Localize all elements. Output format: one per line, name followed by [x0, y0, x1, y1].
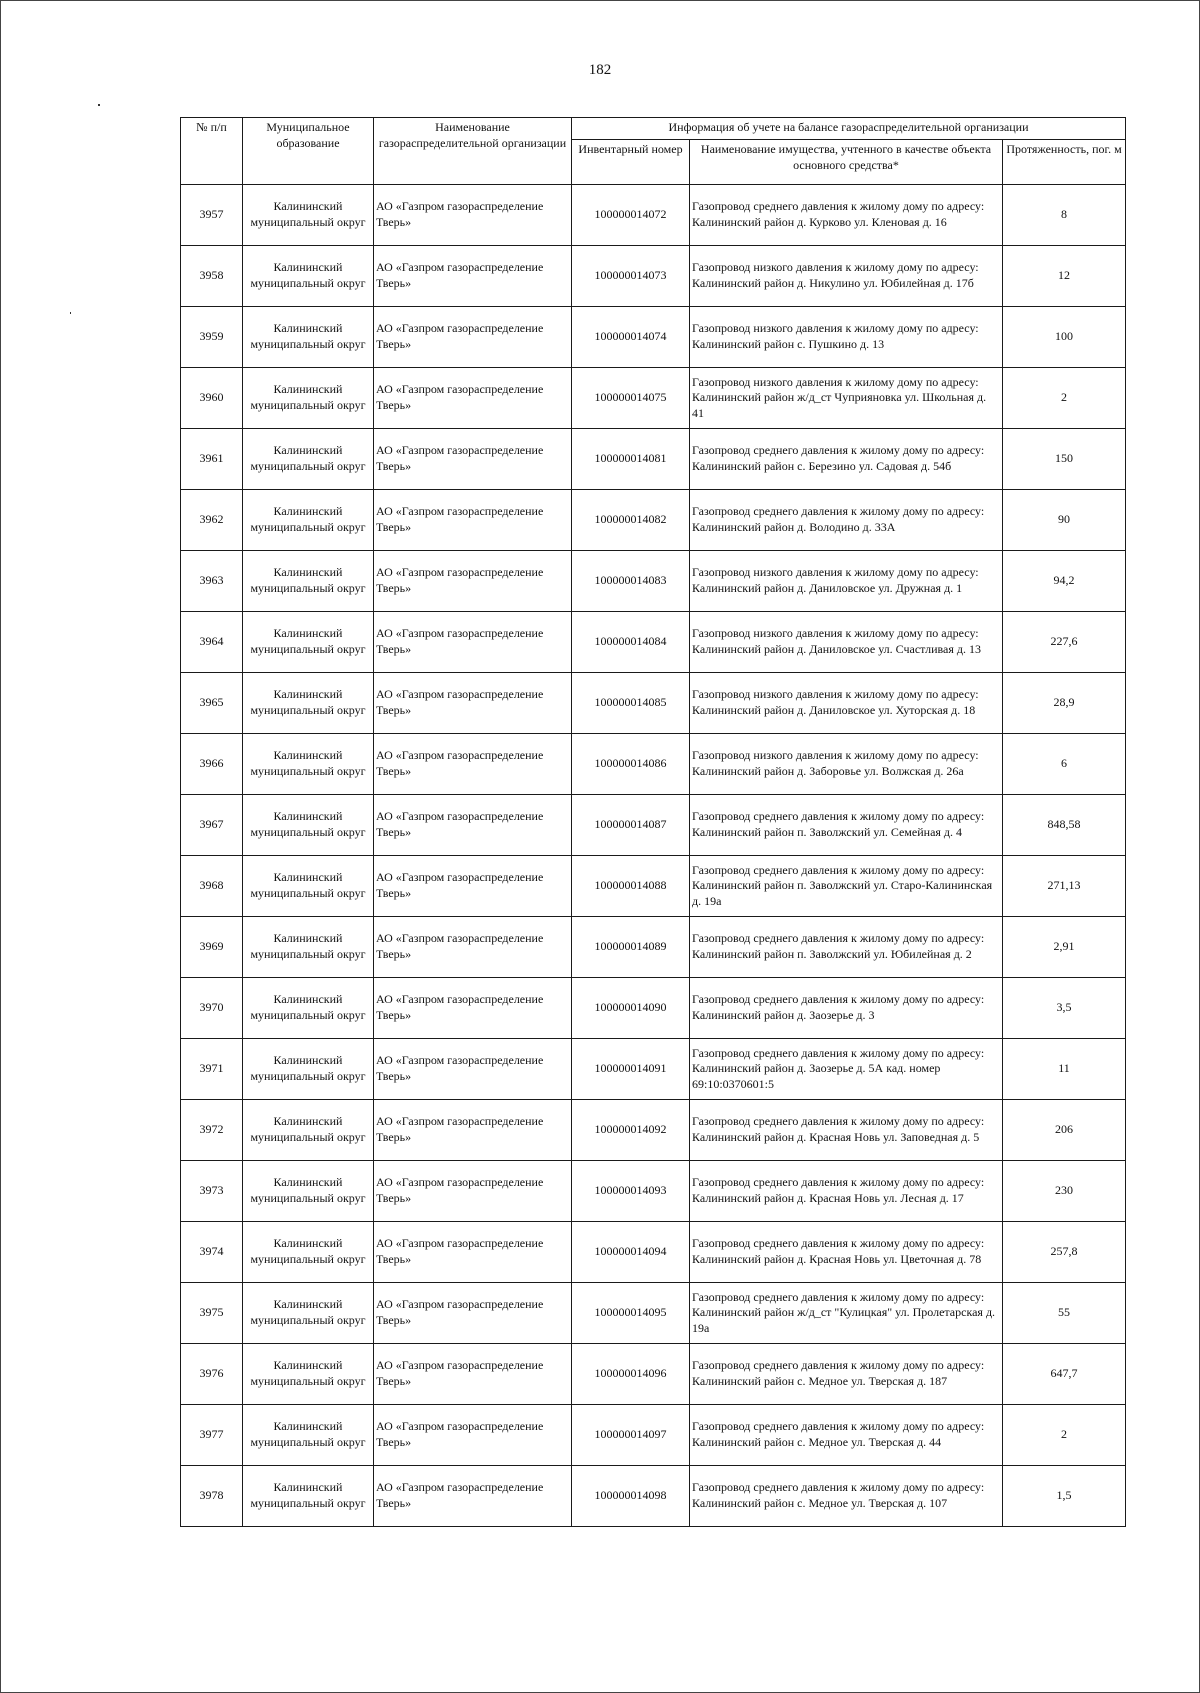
row-number: 3962 — [181, 490, 243, 551]
property-name-cell: Газопровод среднего давления к жилому дому по адресу: Калининский район п. Заволжский ул. Старо-Калининская д. 19а — [690, 856, 1003, 917]
property-name-cell: Газопровод среднего давления к жилому дому по адресу: Калининский район д. Заозерье д. 3 — [690, 978, 1003, 1039]
property-name-cell: Газопровод среднего давления к жилому дому по адресу: Калининский район с. Медное ул. Тверская д. 187 — [690, 1344, 1003, 1405]
table-row — [181, 1039, 1126, 1100]
table-row — [181, 856, 1126, 917]
organization-cell: АО «Газпром газораспределение Тверь» — [374, 551, 572, 612]
header-municipality: Муниципальное образование — [243, 118, 374, 185]
table-row — [181, 1100, 1126, 1161]
table-row — [181, 1344, 1126, 1405]
inventory-number-cell: 100000014082 — [572, 490, 690, 551]
length-cell: 2,91 — [1003, 917, 1126, 978]
organization-cell: АО «Газпром газораспределение Тверь» — [374, 1100, 572, 1161]
row-number: 3968 — [181, 856, 243, 917]
organization-cell: АО «Газпром газораспределение Тверь» — [374, 917, 572, 978]
organization-cell: АО «Газпром газораспределение Тверь» — [374, 368, 572, 429]
inventory-number-cell: 100000014098 — [572, 1466, 690, 1527]
organization-cell: АО «Газпром газораспределение Тверь» — [374, 1405, 572, 1466]
property-name-cell: Газопровод среднего давления к жилому дому по адресу: Калининский район с. Березино ул. Садовая д. 54б — [690, 429, 1003, 490]
length-cell: 28,9 — [1003, 673, 1126, 734]
inventory-number-cell: 100000014088 — [572, 856, 690, 917]
organization-cell: АО «Газпром газораспределение Тверь» — [374, 1161, 572, 1222]
table-body — [181, 185, 1126, 1527]
length-cell: 647,7 — [1003, 1344, 1126, 1405]
inventory-number-cell: 100000014093 — [572, 1161, 690, 1222]
property-name-cell: Газопровод низкого давления к жилому дому по адресу: Калининский район д. Даниловское ул. Хуторская д. 18 — [690, 673, 1003, 734]
inventory-number-cell: 100000014090 — [572, 978, 690, 1039]
municipality-cell: Калининский муниципальный округ — [243, 185, 374, 246]
length-cell: 90 — [1003, 490, 1126, 551]
row-number: 3972 — [181, 1100, 243, 1161]
length-cell: 100 — [1003, 307, 1126, 368]
property-name-cell: Газопровод низкого давления к жилому дому по адресу: Калининский район д. Заборовье ул. Волжская д. 26а — [690, 734, 1003, 795]
table-row — [181, 246, 1126, 307]
organization-cell: АО «Газпром газораспределение Тверь» — [374, 978, 572, 1039]
length-cell: 848,58 — [1003, 795, 1126, 856]
row-number: 3973 — [181, 1161, 243, 1222]
property-name-cell: Газопровод среднего давления к жилому дому по адресу: Калининский район п. Заволжский ул. Семейная д. 4 — [690, 795, 1003, 856]
table-row — [181, 673, 1126, 734]
property-name-cell: Газопровод среднего давления к жилому дому по адресу: Калининский район д. Курково ул. Кленовая д. 16 — [690, 185, 1003, 246]
municipality-cell: Калининский муниципальный округ — [243, 551, 374, 612]
header-property-name: Наименование имущества, учтенного в качестве объекта основного средства* — [690, 140, 1003, 185]
property-name-cell: Газопровод среднего давления к жилому дому по адресу: Калининский район с. Медное ул. Тверская д. 107 — [690, 1466, 1003, 1527]
registry-table — [180, 117, 1126, 1527]
organization-cell: АО «Газпром газораспределение Тверь» — [374, 734, 572, 795]
property-name-cell: Газопровод среднего давления к жилому дому по адресу: Калининский район д. Заозерье д. 5А кад. номер 69:10:0370601:5 — [690, 1039, 1003, 1100]
property-name-cell: Газопровод среднего давления к жилому дому по адресу: Калининский район д. Красная Новь ул. Заповедная д. 5 — [690, 1100, 1003, 1161]
length-cell: 1,5 — [1003, 1466, 1126, 1527]
municipality-cell: Калининский муниципальный округ — [243, 1344, 374, 1405]
property-name-cell: Газопровод среднего давления к жилому дому по адресу: Калининский район д. Красная Новь ул. Цветочная д. 78 — [690, 1222, 1003, 1283]
row-number: 3957 — [181, 185, 243, 246]
length-cell: 3,5 — [1003, 978, 1126, 1039]
row-number: 3967 — [181, 795, 243, 856]
inventory-number-cell: 100000014075 — [572, 368, 690, 429]
row-number: 3958 — [181, 246, 243, 307]
table-row — [181, 1466, 1126, 1527]
header-num: № п/п — [181, 118, 243, 185]
organization-cell: АО «Газпром газораспределение Тверь» — [374, 856, 572, 917]
property-name-cell: Газопровод среднего давления к жилому дому по адресу: Калининский район с. Медное ул. Тверская д. 44 — [690, 1405, 1003, 1466]
row-number: 3963 — [181, 551, 243, 612]
table-row — [181, 368, 1126, 429]
municipality-cell: Калининский муниципальный округ — [243, 1100, 374, 1161]
header-length: Протяженность, пог. м — [1003, 140, 1126, 185]
length-cell: 6 — [1003, 734, 1126, 795]
property-name-cell: Газопровод низкого давления к жилому дому по адресу: Калининский район с. Пушкино д. 13 — [690, 307, 1003, 368]
length-cell: 271,13 — [1003, 856, 1126, 917]
inventory-number-cell: 100000014092 — [572, 1100, 690, 1161]
municipality-cell: Калининский муниципальный округ — [243, 368, 374, 429]
row-number: 3961 — [181, 429, 243, 490]
header-balance-info: Информация об учете на балансе газораспределительной организации — [572, 118, 1126, 140]
row-number: 3964 — [181, 612, 243, 673]
municipality-cell: Калининский муниципальный округ — [243, 734, 374, 795]
header-organization: Наименование газораспределительной организации — [374, 118, 572, 185]
table-row — [181, 1405, 1126, 1466]
property-name-cell: Газопровод низкого давления к жилому дому по адресу: Калининский район д. Никулино ул. Юбилейная д. 17б — [690, 246, 1003, 307]
organization-cell: АО «Газпром газораспределение Тверь» — [374, 490, 572, 551]
row-number: 3970 — [181, 978, 243, 1039]
scan-speck — [98, 104, 100, 106]
property-name-cell: Газопровод среднего давления к жилому дому по адресу: Калининский район п. Заволжский ул. Юбилейная д. 2 — [690, 917, 1003, 978]
table-header — [181, 118, 1126, 185]
length-cell: 12 — [1003, 246, 1126, 307]
organization-cell: АО «Газпром газораспределение Тверь» — [374, 1466, 572, 1527]
inventory-number-cell: 100000014091 — [572, 1039, 690, 1100]
table-row — [181, 1222, 1126, 1283]
municipality-cell: Калининский муниципальный округ — [243, 612, 374, 673]
page-number: 182 — [588, 62, 612, 78]
scan-speck — [70, 312, 71, 314]
inventory-number-cell: 100000014086 — [572, 734, 690, 795]
organization-cell: АО «Газпром газораспределение Тверь» — [374, 1283, 572, 1344]
municipality-cell: Калининский муниципальный округ — [243, 1039, 374, 1100]
municipality-cell: Калининский муниципальный округ — [243, 1466, 374, 1527]
organization-cell: АО «Газпром газораспределение Тверь» — [374, 307, 572, 368]
table-row — [181, 1161, 1126, 1222]
inventory-number-cell: 100000014081 — [572, 429, 690, 490]
table-row — [181, 612, 1126, 673]
table-row — [181, 795, 1126, 856]
organization-cell: АО «Газпром газораспределение Тверь» — [374, 1344, 572, 1405]
length-cell: 2 — [1003, 368, 1126, 429]
organization-cell: АО «Газпром газораспределение Тверь» — [374, 246, 572, 307]
row-number: 3978 — [181, 1466, 243, 1527]
table-row — [181, 917, 1126, 978]
municipality-cell: Калининский муниципальный округ — [243, 673, 374, 734]
length-cell: 8 — [1003, 185, 1126, 246]
municipality-cell: Калининский муниципальный округ — [243, 1283, 374, 1344]
table-row — [181, 307, 1126, 368]
length-cell: 55 — [1003, 1283, 1126, 1344]
length-cell: 227,6 — [1003, 612, 1126, 673]
row-number: 3966 — [181, 734, 243, 795]
row-number: 3974 — [181, 1222, 243, 1283]
row-number: 3976 — [181, 1344, 243, 1405]
municipality-cell: Калининский муниципальный округ — [243, 246, 374, 307]
row-number: 3977 — [181, 1405, 243, 1466]
inventory-number-cell: 100000014089 — [572, 917, 690, 978]
table-row — [181, 1283, 1126, 1344]
length-cell: 94,2 — [1003, 551, 1126, 612]
table-row — [181, 978, 1126, 1039]
row-number: 3971 — [181, 1039, 243, 1100]
table-row — [181, 185, 1126, 246]
inventory-number-cell: 100000014074 — [572, 307, 690, 368]
length-cell: 150 — [1003, 429, 1126, 490]
table-row — [181, 429, 1126, 490]
municipality-cell: Калининский муниципальный округ — [243, 1222, 374, 1283]
header-inventory: Инвентарный номер — [572, 140, 690, 185]
municipality-cell: Калининский муниципальный округ — [243, 307, 374, 368]
inventory-number-cell: 100000014095 — [572, 1283, 690, 1344]
municipality-cell: Калининский муниципальный округ — [243, 1405, 374, 1466]
municipality-cell: Калининский муниципальный округ — [243, 429, 374, 490]
municipality-cell: Калининский муниципальный округ — [243, 490, 374, 551]
inventory-number-cell: 100000014072 — [572, 185, 690, 246]
organization-cell: АО «Газпром газораспределение Тверь» — [374, 185, 572, 246]
organization-cell: АО «Газпром газораспределение Тверь» — [374, 673, 572, 734]
table-row — [181, 734, 1126, 795]
row-number: 3965 — [181, 673, 243, 734]
property-name-cell: Газопровод низкого давления к жилому дому по адресу: Калининский район д. Даниловское ул. Дружная д. 1 — [690, 551, 1003, 612]
property-name-cell: Газопровод среднего давления к жилому дому по адресу: Калининский район д. Володино д. 33А — [690, 490, 1003, 551]
inventory-number-cell: 100000014097 — [572, 1405, 690, 1466]
municipality-cell: Калининский муниципальный округ — [243, 978, 374, 1039]
inventory-number-cell: 100000014085 — [572, 673, 690, 734]
organization-cell: АО «Газпром газораспределение Тверь» — [374, 1222, 572, 1283]
length-cell: 11 — [1003, 1039, 1126, 1100]
organization-cell: АО «Газпром газораспределение Тверь» — [374, 795, 572, 856]
property-name-cell: Газопровод низкого давления к жилому дому по адресу: Калининский район д. Даниловское ул. Счастливая д. 13 — [690, 612, 1003, 673]
row-number: 3959 — [181, 307, 243, 368]
inventory-number-cell: 100000014087 — [572, 795, 690, 856]
municipality-cell: Калининский муниципальный округ — [243, 917, 374, 978]
property-name-cell: Газопровод среднего давления к жилому дому по адресу: Калининский район д. Красная Новь ул. Лесная д. 17 — [690, 1161, 1003, 1222]
inventory-number-cell: 100000014073 — [572, 246, 690, 307]
municipality-cell: Калининский муниципальный округ — [243, 856, 374, 917]
property-name-cell: Газопровод низкого давления к жилому дому по адресу: Калининский район ж/д_ст Чуприяновка ул. Школьная д. 41 — [690, 368, 1003, 429]
property-name-cell: Газопровод среднего давления к жилому дому по адресу: Калининский район ж/д_ст "Кулицкая" ул. Пролетарская д. 19а — [690, 1283, 1003, 1344]
row-number: 3975 — [181, 1283, 243, 1344]
length-cell: 2 — [1003, 1405, 1126, 1466]
length-cell: 257,8 — [1003, 1222, 1126, 1283]
table-row — [181, 490, 1126, 551]
municipality-cell: Калининский муниципальный округ — [243, 795, 374, 856]
inventory-number-cell: 100000014083 — [572, 551, 690, 612]
organization-cell: АО «Газпром газораспределение Тверь» — [374, 429, 572, 490]
length-cell: 206 — [1003, 1100, 1126, 1161]
inventory-number-cell: 100000014094 — [572, 1222, 690, 1283]
organization-cell: АО «Газпром газораспределение Тверь» — [374, 1039, 572, 1100]
table-row — [181, 551, 1126, 612]
length-cell: 230 — [1003, 1161, 1126, 1222]
organization-cell: АО «Газпром газораспределение Тверь» — [374, 612, 572, 673]
inventory-number-cell: 100000014084 — [572, 612, 690, 673]
inventory-number-cell: 100000014096 — [572, 1344, 690, 1405]
municipality-cell: Калининский муниципальный округ — [243, 1161, 374, 1222]
row-number: 3960 — [181, 368, 243, 429]
row-number: 3969 — [181, 917, 243, 978]
